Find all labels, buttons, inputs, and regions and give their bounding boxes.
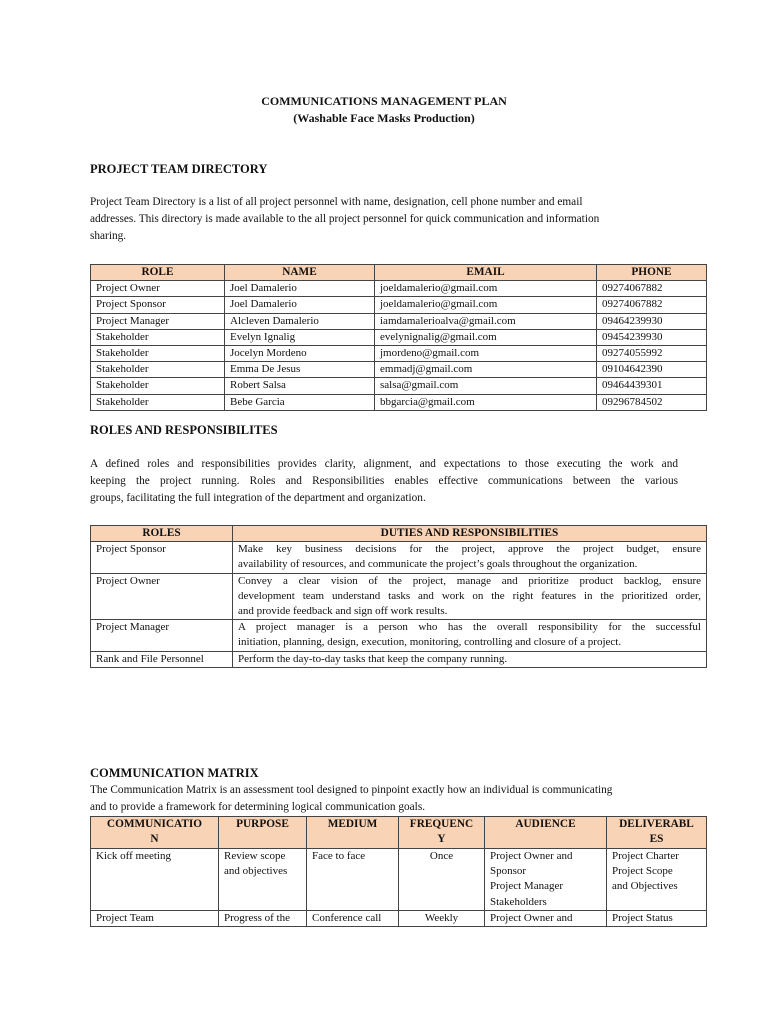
directory-intro — [90, 194, 678, 245]
column-header-deliverables — [607, 817, 707, 849]
column-header-frequency — [399, 817, 485, 849]
cell-line: and Objectives — [612, 880, 678, 893]
table-row — [91, 849, 707, 911]
cell-email: jmordeno@gmail.com — [375, 346, 597, 362]
duties-line: Convey a clear vision of the project, manage and prioritize product backlog, ensure — [238, 574, 701, 587]
cell-deliverables — [607, 910, 707, 926]
duties-line: development team understand tasks and work on the right features in the prioritized order, — [238, 589, 701, 602]
cell-email: emmadj@gmail.com — [375, 362, 597, 378]
table-row — [91, 362, 707, 378]
table-header-row — [91, 817, 707, 849]
column-header-purpose — [219, 817, 307, 849]
cell-email: bbgarcia@gmail.com — [375, 394, 597, 410]
cell-role: Project Owner — [91, 281, 225, 297]
cell-email: salsa@gmail.com — [375, 378, 597, 394]
cell-line: Project Manager — [490, 880, 563, 893]
directory-intro-line: Project Team Directory is a list of all project personnel with name, designation, cell phone number and email — [90, 196, 583, 208]
roles-table — [90, 525, 707, 668]
matrix-intro — [90, 782, 678, 816]
roles-intro-line: keeping the project running. Roles and Responsibilities enables effective communications between the various — [90, 475, 678, 487]
cell-phone: 09454239930 — [597, 329, 707, 345]
cell-name: Alcleven Damalerio — [225, 313, 375, 329]
section-heading-matrix: COMMUNICATION MATRIX — [90, 766, 259, 780]
column-header-name: NAME — [225, 265, 375, 281]
cell-line: Kick off meeting — [96, 850, 171, 862]
cell-phone: 09296784502 — [597, 394, 707, 410]
cell-purpose — [219, 849, 307, 911]
cell-role: Project Sponsor — [91, 542, 233, 573]
cell-frequency — [399, 849, 485, 911]
duties-line: availability of resources, and communicate the project’s goals throughout the organization. — [238, 558, 638, 571]
cell-line: Project Charter — [612, 850, 679, 862]
header-line: PURPOSE — [236, 818, 289, 830]
table-row — [91, 542, 707, 573]
cell-line: Project Owner and — [490, 850, 573, 862]
cell-role: Stakeholder — [91, 329, 225, 345]
cell-name: Joel Damalerio — [225, 281, 375, 297]
cell-role: Stakeholder — [91, 378, 225, 394]
cell-line: Weekly — [424, 911, 459, 924]
cell-role: Project Manager — [91, 620, 233, 651]
column-header-medium — [307, 817, 399, 849]
header-line: FREQUENC — [409, 818, 474, 830]
cell-line: Sponsor — [490, 865, 527, 878]
table-row — [91, 910, 707, 926]
cell-purpose — [219, 910, 307, 926]
document-title: COMMUNICATIONS MANAGEMENT PLAN — [261, 94, 507, 108]
cell-phone: 09464439301 — [597, 378, 707, 394]
table-row — [91, 297, 707, 313]
column-header-roles: ROLES — [91, 526, 233, 542]
table-row — [91, 378, 707, 394]
cell-name: Evelyn Ignalig — [225, 329, 375, 345]
table-row — [91, 394, 707, 410]
cell-line: Project Status — [612, 911, 673, 924]
cell-name: Joel Damalerio — [225, 297, 375, 313]
cell-name: Jocelyn Mordeno — [225, 346, 375, 362]
cell-role: Stakeholder — [91, 362, 225, 378]
cell-duties — [233, 542, 707, 573]
cell-email: iamdamalerioalva@gmail.com — [375, 313, 597, 329]
cell-role: Rank and File Personnel — [91, 651, 233, 667]
duties-line: and provide feedback and sign off work results. — [238, 605, 448, 618]
cell-line: Face to face — [312, 850, 366, 862]
cell-line: Progress of the — [224, 911, 290, 924]
column-header-audience — [485, 817, 607, 849]
cell-phone: 09274067882 — [597, 297, 707, 313]
cell-line: and objectives — [224, 865, 288, 878]
matrix-intro-line: The Communication Matrix is an assessment tool designed to pinpoint exactly how an individual is communicating — [90, 784, 613, 796]
cell-duties — [233, 620, 707, 651]
cell-email: joeldamalerio@gmail.com — [375, 281, 597, 297]
header-line: COMMUNICATIO — [106, 818, 203, 830]
cell-email: joeldamalerio@gmail.com — [375, 297, 597, 313]
document-subtitle: (Washable Face Masks Production) — [293, 111, 475, 125]
table-row — [91, 346, 707, 362]
cell-phone: 09274067882 — [597, 281, 707, 297]
cell-line: Stakeholders — [490, 895, 547, 908]
column-header-phone: PHONE — [597, 265, 707, 281]
directory-table — [90, 264, 707, 411]
cell-role: Stakeholder — [91, 346, 225, 362]
roles-intro-line: groups, facilitating the full integration of the department and organization. — [90, 492, 426, 504]
cell-medium — [307, 849, 399, 911]
cell-name: Emma De Jesus — [225, 362, 375, 378]
roles-intro — [90, 456, 678, 507]
cell-phone: 09464239930 — [597, 313, 707, 329]
matrix-intro-line: and to provide a framework for determining logical communication goals. — [90, 801, 426, 813]
table-row — [91, 313, 707, 329]
header-line: N — [150, 833, 159, 846]
directory-intro-line: sharing. — [90, 230, 127, 242]
column-header-email: EMAIL — [375, 265, 597, 281]
communication-matrix-table — [90, 816, 707, 927]
duties-line: initiation, planning, design, execution, monitoring, controlling and closure of a project. — [238, 636, 622, 649]
cell-audience — [485, 849, 607, 911]
header-line: AUDIENCE — [515, 818, 576, 830]
cell-name: Robert Salsa — [225, 378, 375, 394]
cell-duties — [233, 573, 707, 620]
cell-role: Project Sponsor — [91, 297, 225, 313]
column-header-role: ROLE — [91, 265, 225, 281]
cell-role: Stakeholder — [91, 394, 225, 410]
cell-communication — [91, 849, 219, 911]
cell-deliverables — [607, 849, 707, 911]
cell-audience — [485, 910, 607, 926]
section-heading-roles: ROLES AND RESPONSIBILITES — [90, 423, 278, 437]
header-line: DELIVERABL — [619, 818, 694, 830]
table-row — [91, 573, 707, 620]
roles-intro-line: A defined roles and responsibilities provides clarity, alignment, and expectations to those executing the work and — [90, 458, 678, 470]
header-line: Y — [437, 833, 446, 846]
cell-communication — [91, 910, 219, 926]
cell-line: Project Owner and — [490, 911, 573, 924]
column-header-communication — [91, 817, 219, 849]
cell-line: Review scope — [224, 850, 286, 862]
cell-phone: 09274055992 — [597, 346, 707, 362]
duties-line: A project manager is a person who has the overall responsibility for the successful — [238, 621, 701, 634]
cell-role: Project Manager — [91, 313, 225, 329]
cell-line: Once — [429, 850, 454, 862]
table-header-row — [91, 265, 707, 281]
table-row — [91, 651, 707, 667]
cell-role: Project Owner — [91, 573, 233, 620]
table-header-row — [91, 526, 707, 542]
cell-line: Conference call — [312, 911, 382, 924]
duties-line: Perform the day-to-day tasks that keep the company running. — [238, 652, 508, 665]
header-line: ES — [649, 833, 664, 846]
section-heading-directory: PROJECT TEAM DIRECTORY — [90, 162, 268, 176]
duties-line: Make key business decisions for the project, approve the project budget, ensure — [238, 543, 701, 556]
cell-medium — [307, 910, 399, 926]
header-line: MEDIUM — [327, 818, 378, 830]
cell-phone: 09104642390 — [597, 362, 707, 378]
cell-duties — [233, 651, 707, 667]
table-row — [91, 329, 707, 345]
directory-intro-line: addresses. This directory is made available to the all project personnel for quick communication and information — [90, 213, 600, 225]
table-row — [91, 620, 707, 651]
cell-name: Bebe Garcia — [225, 394, 375, 410]
cell-frequency — [399, 910, 485, 926]
cell-line: Project Team — [96, 911, 154, 924]
table-row — [91, 281, 707, 297]
cell-email: evelynignalig@gmail.com — [375, 329, 597, 345]
column-header-duties: DUTIES AND RESPONSIBILITIES — [233, 526, 707, 542]
cell-line: Project Scope — [612, 865, 673, 878]
